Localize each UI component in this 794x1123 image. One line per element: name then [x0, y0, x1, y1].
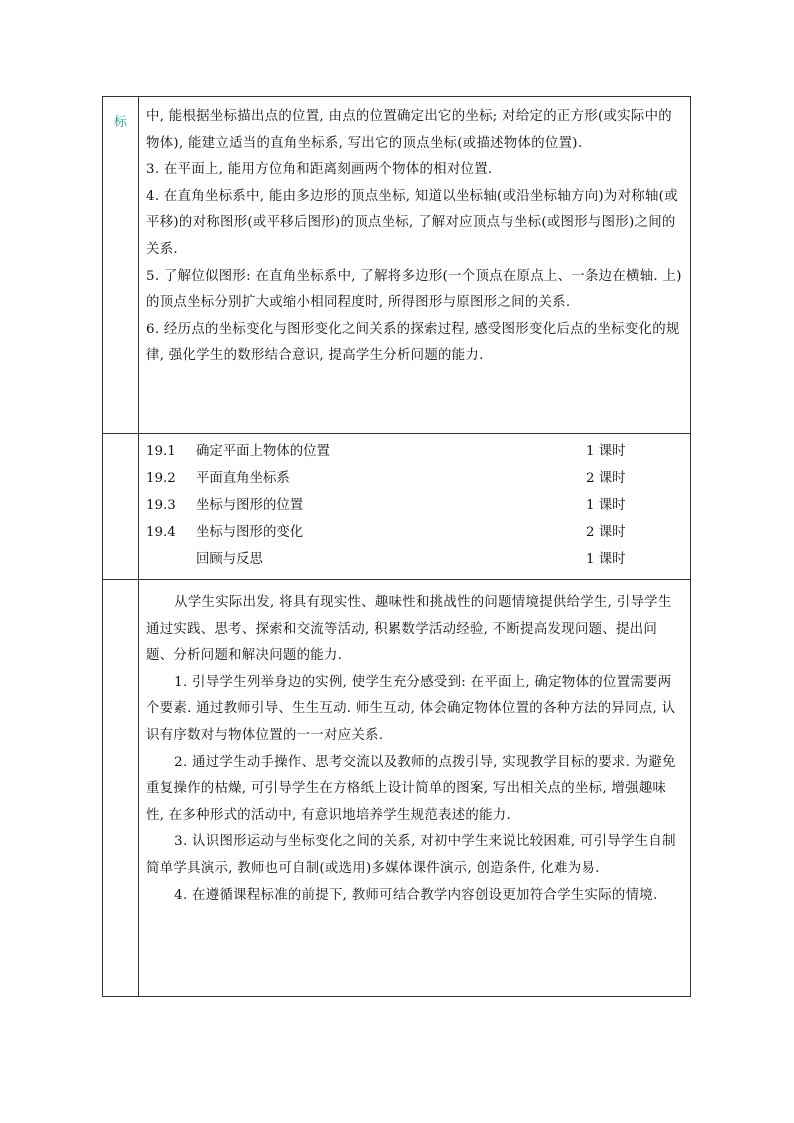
schedule-number: 19.4 — [146, 525, 176, 540]
objective-line: 3. 在平面上, 能用方位角和距离刻画两个物体的相对位置. — [146, 162, 493, 178]
schedule-hours: 1 课时 — [586, 498, 626, 513]
objective-line: 5. 了解位似图形: 在直角坐标系中, 了解将多边形(一个顶点在原点上、一条边在横轴. 上)的顶点坐标分别扩大或缩小相同程度时, 所得图形与原图形之间的关系. — [146, 268, 682, 311]
schedule-hours: 2 课时 — [586, 525, 626, 540]
schedule-number: 19.1 — [146, 444, 176, 459]
schedule-number — [146, 546, 196, 573]
schedule-item — [146, 519, 682, 546]
schedule-hours: 1 课时 — [586, 444, 626, 459]
objective-line: 6. 经历点的坐标变化与图形变化之间关系的探索过程, 感受图形变化后点的坐标变化的规律, 强化学生的数形结合意识, 提高学生分析问题的能力. — [146, 321, 680, 364]
approach-paragraph: 2. 通过学生动手操作、思考交流以及教师的点拨引导, 实现教学目标的要求. 为避免重复操作的枯燥, 可引导学生在方格纸上设计简单的图案, 写出相关点的坐标, 增强趣味性, 在多种形式的活动中, 有意识地培养学生规范表述的能力. — [146, 754, 676, 823]
schedule-number: 19.2 — [146, 471, 176, 486]
approach-content — [139, 580, 691, 997]
schedule-title: 平面直角坐标系 — [196, 471, 290, 486]
approach-paragraph: 3. 认识图形运动与坐标变化之间的关系, 对初中学生来说比较困难, 可引导学生自制简单学具演示, 教师也可自制(或选用)多媒体课件演示, 创造条件, 化难为易. — [146, 834, 676, 876]
approach-paragraph: 1. 引导学生列举身边的实例, 使学生充分感受到: 在平面上, 确定物体的位置需要两个要素. 通过教师引导、生生互动. 师生互动, 体会确定物体位置的各种方法的异同点, 认识有序数对与物体位置的一一对应关系. — [146, 674, 676, 743]
schedule-item — [146, 465, 682, 492]
objectives-row — [103, 97, 691, 434]
schedule-item — [146, 546, 682, 573]
schedule-content — [139, 434, 691, 580]
schedule-title: 回顾与反思 — [196, 552, 263, 567]
schedule-hours: 2 课时 — [586, 471, 626, 486]
schedule-number: 19.3 — [146, 498, 176, 513]
schedule-hours: 1 课时 — [586, 552, 626, 567]
approach-paragraph: 从学生实际出发, 将具有现实性、趣味性和挑战性的问题情境提供给学生, 引导学生通过实践、思考、探索和交流等活动, 积累数学活动经验, 不断提高发现问题、提出问题、分析问题和解决问题的能力. — [146, 595, 672, 664]
schedule-item — [146, 492, 682, 519]
approach-paragraph: 4. 在遵循课程标准的前提下, 教师可结合教学内容创设更加符合学生实际的情境. — [174, 887, 658, 903]
objective-line: 4. 在直角坐标系中, 能由多边形的顶点坐标, 知道以坐标轴(或沿坐标轴方向)为对称轴(或平移)的对称图形(或平移后图形)的顶点坐标, 了解对应顶点与坐标(或图形与图形)之间的关系. — [146, 188, 678, 257]
schedule-title: 坐标与图形的变化 — [196, 525, 304, 540]
schedule-label — [103, 434, 139, 580]
objectives-label: 标 — [103, 97, 139, 434]
schedule-title: 确定平面上物体的位置 — [196, 444, 330, 459]
schedule-row — [103, 434, 691, 580]
lesson-plan-table — [102, 96, 691, 997]
schedule-item — [146, 438, 682, 465]
objectives-content — [139, 97, 691, 434]
objective-line: 中, 能根据坐标描出点的位置, 由点的位置确定出它的坐标; 对给定的正方形(或实际中的物体), 能建立适当的直角坐标系, 写出它的顶点坐标(或描述物体的位置). — [146, 109, 672, 151]
schedule-title: 坐标与图形的位置 — [196, 498, 304, 513]
approach-row — [103, 580, 691, 997]
approach-label — [103, 580, 139, 997]
